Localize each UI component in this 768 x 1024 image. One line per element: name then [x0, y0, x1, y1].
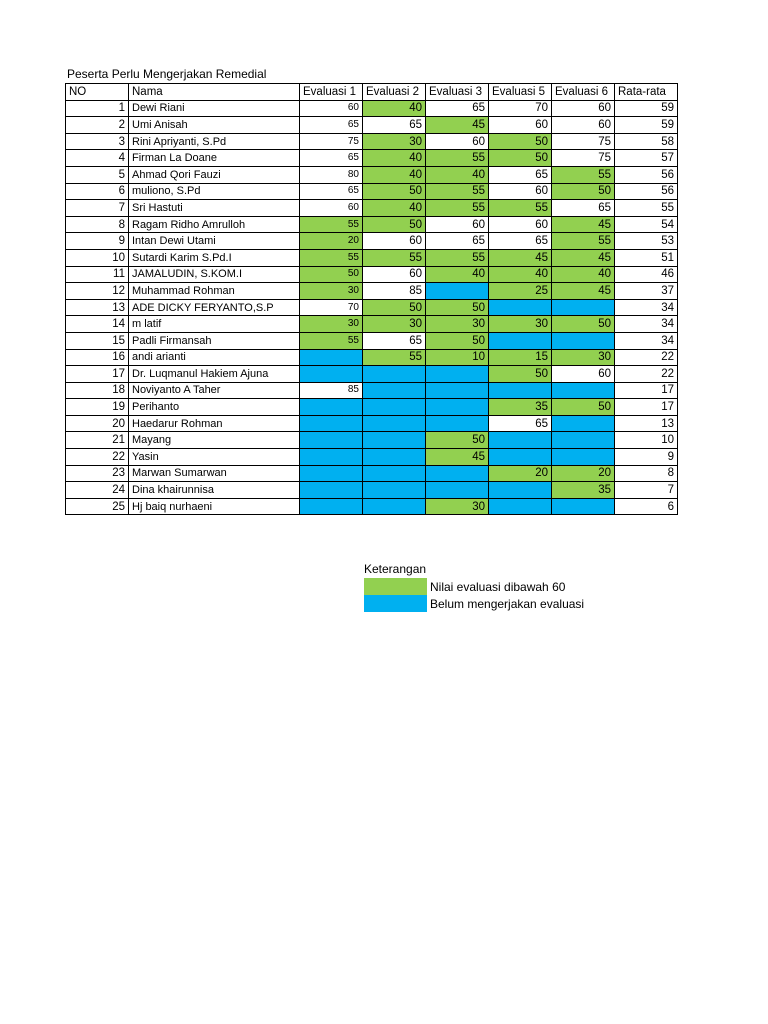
- table-row: [66, 299, 678, 316]
- cell-score[interactable]: 70: [300, 299, 363, 316]
- cell-score[interactable]: [426, 482, 489, 499]
- table-row: [66, 399, 678, 416]
- cell-name[interactable]: Ahmad Qori Fauzi: [129, 166, 300, 183]
- cell-no[interactable]: 12: [66, 283, 129, 300]
- header-no: NO: [66, 84, 129, 101]
- cell-score[interactable]: [363, 432, 426, 449]
- cell-name[interactable]: Mayang: [129, 432, 300, 449]
- table-row: [66, 349, 678, 366]
- cell-average[interactable]: 22: [615, 366, 678, 383]
- cell-score[interactable]: 30: [552, 349, 615, 366]
- cell-no[interactable]: 6: [66, 183, 129, 200]
- cell-score[interactable]: [489, 498, 552, 515]
- table-row: [66, 465, 678, 482]
- cell-score[interactable]: [552, 415, 615, 432]
- cell-score[interactable]: [363, 415, 426, 432]
- table-row: [66, 183, 678, 200]
- cell-score[interactable]: 45: [426, 117, 489, 134]
- cell-score[interactable]: 50: [300, 266, 363, 283]
- cell-no[interactable]: 15: [66, 332, 129, 349]
- cell-score[interactable]: [363, 449, 426, 466]
- cell-name[interactable]: Ragam Ridho Amrulloh: [129, 216, 300, 233]
- cell-average[interactable]: 51: [615, 249, 678, 266]
- cell-score[interactable]: 35: [552, 482, 615, 499]
- cell-score[interactable]: 40: [363, 166, 426, 183]
- table-row: [66, 332, 678, 349]
- cell-name[interactable]: Perihanto: [129, 399, 300, 416]
- cell-average[interactable]: 37: [615, 283, 678, 300]
- cell-score[interactable]: 60: [300, 200, 363, 217]
- cell-name[interactable]: Sutardi Karim S.Pd.I: [129, 249, 300, 266]
- header-evaluasi-6: Evaluasi 6: [552, 84, 615, 101]
- cell-no[interactable]: 3: [66, 133, 129, 150]
- cell-no[interactable]: 1: [66, 100, 129, 117]
- cell-score[interactable]: [363, 498, 426, 515]
- cell-score[interactable]: [300, 399, 363, 416]
- cell-score[interactable]: [489, 432, 552, 449]
- cell-score[interactable]: [363, 366, 426, 383]
- cell-score[interactable]: 65: [489, 166, 552, 183]
- cell-no[interactable]: 21: [66, 432, 129, 449]
- cell-average[interactable]: 17: [615, 382, 678, 399]
- cell-name[interactable]: Noviyanto A Taher: [129, 382, 300, 399]
- cell-score[interactable]: 55: [300, 216, 363, 233]
- cell-no[interactable]: 8: [66, 216, 129, 233]
- cell-score[interactable]: [552, 498, 615, 515]
- cell-score[interactable]: [426, 465, 489, 482]
- cell-score[interactable]: [426, 366, 489, 383]
- table-row: [66, 498, 678, 515]
- cell-score[interactable]: [489, 332, 552, 349]
- table-row: [66, 100, 678, 117]
- cell-score[interactable]: 20: [552, 465, 615, 482]
- cell-average[interactable]: 56: [615, 166, 678, 183]
- cell-no[interactable]: 16: [66, 349, 129, 366]
- cell-score[interactable]: 65: [363, 332, 426, 349]
- cell-average[interactable]: 34: [615, 332, 678, 349]
- cell-average[interactable]: 59: [615, 117, 678, 134]
- cell-average[interactable]: 56: [615, 183, 678, 200]
- table-row: [66, 266, 678, 283]
- sheet-title: Peserta Perlu Mengerjakan Remedial: [67, 67, 267, 81]
- cell-score[interactable]: 40: [426, 266, 489, 283]
- cell-name[interactable]: Muhammad Rohman: [129, 283, 300, 300]
- cell-score[interactable]: 40: [426, 166, 489, 183]
- table-row: [66, 366, 678, 383]
- table-row: [66, 233, 678, 250]
- cell-score[interactable]: 55: [426, 183, 489, 200]
- cell-no[interactable]: 9: [66, 233, 129, 250]
- table-row: [66, 449, 678, 466]
- table-row: [66, 216, 678, 233]
- cell-score[interactable]: 40: [363, 100, 426, 117]
- cell-score[interactable]: 60: [363, 266, 426, 283]
- cell-average[interactable]: 17: [615, 399, 678, 416]
- cell-name[interactable]: m latif: [129, 316, 300, 333]
- cell-score[interactable]: [426, 283, 489, 300]
- cell-no[interactable]: 18: [66, 382, 129, 399]
- cell-score[interactable]: 65: [426, 100, 489, 117]
- cell-score[interactable]: 25: [489, 283, 552, 300]
- cell-score[interactable]: 50: [363, 299, 426, 316]
- cell-average[interactable]: 22: [615, 349, 678, 366]
- cell-average[interactable]: 13: [615, 415, 678, 432]
- cell-name[interactable]: Intan Dewi Utami: [129, 233, 300, 250]
- cell-score[interactable]: 55: [363, 349, 426, 366]
- cell-no[interactable]: 19: [66, 399, 129, 416]
- cell-score[interactable]: 65: [300, 150, 363, 167]
- legend-swatch-blue: [364, 595, 427, 612]
- table-body: [66, 84, 678, 515]
- cell-name[interactable]: JAMALUDIN, S.KOM.I: [129, 266, 300, 283]
- cell-name[interactable]: Haedarur Rohman: [129, 415, 300, 432]
- cell-score[interactable]: 55: [426, 249, 489, 266]
- cell-average[interactable]: 8: [615, 465, 678, 482]
- cell-score[interactable]: 65: [489, 415, 552, 432]
- table-row: [66, 249, 678, 266]
- cell-no[interactable]: 14: [66, 316, 129, 333]
- cell-score[interactable]: 30: [426, 316, 489, 333]
- cell-score[interactable]: 60: [552, 117, 615, 134]
- cell-score[interactable]: 30: [300, 316, 363, 333]
- cell-score[interactable]: 10: [426, 349, 489, 366]
- table-row: [66, 316, 678, 333]
- table-row: [66, 133, 678, 150]
- cell-score[interactable]: 55: [300, 249, 363, 266]
- cell-average[interactable]: 10: [615, 432, 678, 449]
- cell-score[interactable]: [300, 432, 363, 449]
- header-evaluasi-2: Evaluasi 2: [363, 84, 426, 101]
- table-row: [66, 382, 678, 399]
- cell-no[interactable]: 5: [66, 166, 129, 183]
- cell-name[interactable]: Umi Anisah: [129, 117, 300, 134]
- cell-score[interactable]: 50: [426, 299, 489, 316]
- cell-score[interactable]: [552, 449, 615, 466]
- cell-score[interactable]: 65: [552, 200, 615, 217]
- cell-score[interactable]: 50: [489, 366, 552, 383]
- header-evaluasi-3: Evaluasi 3: [426, 84, 489, 101]
- cell-no[interactable]: 20: [66, 415, 129, 432]
- cell-score[interactable]: 50: [426, 332, 489, 349]
- cell-average[interactable]: 46: [615, 266, 678, 283]
- cell-no[interactable]: 11: [66, 266, 129, 283]
- table-row: [66, 415, 678, 432]
- cell-score[interactable]: [300, 449, 363, 466]
- cell-score[interactable]: [300, 349, 363, 366]
- cell-average[interactable]: 59: [615, 100, 678, 117]
- cell-score[interactable]: [426, 399, 489, 416]
- cell-score[interactable]: 50: [363, 216, 426, 233]
- cell-average[interactable]: 6: [615, 498, 678, 515]
- cell-no[interactable]: 17: [66, 366, 129, 383]
- cell-name[interactable]: ADE DICKY FERYANTO,S.P: [129, 299, 300, 316]
- cell-score[interactable]: 60: [426, 216, 489, 233]
- cell-score[interactable]: [363, 465, 426, 482]
- cell-score[interactable]: [300, 498, 363, 515]
- cell-score[interactable]: [489, 382, 552, 399]
- cell-score[interactable]: 20: [489, 465, 552, 482]
- cell-score[interactable]: 55: [426, 200, 489, 217]
- table-row: [66, 432, 678, 449]
- cell-average[interactable]: 34: [615, 316, 678, 333]
- cell-score[interactable]: 40: [363, 150, 426, 167]
- cell-score[interactable]: 80: [300, 166, 363, 183]
- cell-score[interactable]: 85: [363, 283, 426, 300]
- cell-score[interactable]: 60: [552, 100, 615, 117]
- cell-score[interactable]: [426, 415, 489, 432]
- cell-name[interactable]: Dina khairunnisa: [129, 482, 300, 499]
- legend-item-not-done: [364, 595, 584, 612]
- cell-score[interactable]: 45: [552, 249, 615, 266]
- cell-score[interactable]: 50: [552, 399, 615, 416]
- cell-name[interactable]: Yasin: [129, 449, 300, 466]
- cell-score[interactable]: [300, 415, 363, 432]
- legend-swatch-green: [364, 578, 427, 595]
- cell-average[interactable]: 57: [615, 150, 678, 167]
- cell-score[interactable]: 50: [552, 316, 615, 333]
- table-row: [66, 166, 678, 183]
- cell-no[interactable]: 7: [66, 200, 129, 217]
- cell-no[interactable]: 22: [66, 449, 129, 466]
- cell-score[interactable]: 55: [363, 249, 426, 266]
- cell-no[interactable]: 13: [66, 299, 129, 316]
- table-row: [66, 200, 678, 217]
- legend-label: Nilai evaluasi dibawah 60: [430, 579, 566, 594]
- cell-score[interactable]: 75: [552, 133, 615, 150]
- cell-no[interactable]: 23: [66, 465, 129, 482]
- cell-score[interactable]: [300, 366, 363, 383]
- cell-score[interactable]: 45: [426, 449, 489, 466]
- cell-score[interactable]: [363, 399, 426, 416]
- cell-score[interactable]: [363, 482, 426, 499]
- cell-score[interactable]: 75: [552, 150, 615, 167]
- cell-score[interactable]: [489, 449, 552, 466]
- header-evaluasi-5: Evaluasi 5: [489, 84, 552, 101]
- cell-name[interactable]: Padli Firmansah: [129, 332, 300, 349]
- cell-name[interactable]: Sri Hastuti: [129, 200, 300, 217]
- cell-score[interactable]: 40: [489, 266, 552, 283]
- cell-score[interactable]: 55: [489, 200, 552, 217]
- cell-name[interactable]: Firman La Doane: [129, 150, 300, 167]
- cell-score[interactable]: 40: [552, 266, 615, 283]
- cell-score[interactable]: 30: [300, 283, 363, 300]
- cell-name[interactable]: muliono, S.Pd: [129, 183, 300, 200]
- cell-score[interactable]: 65: [300, 117, 363, 134]
- cell-score[interactable]: 50: [489, 150, 552, 167]
- cell-no[interactable]: 10: [66, 249, 129, 266]
- cell-score[interactable]: [426, 382, 489, 399]
- cell-name[interactable]: andi arianti: [129, 349, 300, 366]
- cell-average[interactable]: 54: [615, 216, 678, 233]
- cell-score[interactable]: 75: [300, 133, 363, 150]
- legend-label: Belum mengerjakan evaluasi: [430, 596, 585, 611]
- cell-score[interactable]: 65: [300, 183, 363, 200]
- cell-no[interactable]: 4: [66, 150, 129, 167]
- legend-title: Keterangan: [364, 562, 427, 576]
- legend-item-below-60: [364, 578, 584, 595]
- header-rata-rata: Rata-rata: [615, 84, 678, 101]
- cell-score[interactable]: 45: [489, 249, 552, 266]
- cell-score[interactable]: 30: [363, 133, 426, 150]
- remedial-table: [65, 83, 678, 515]
- cell-no[interactable]: 2: [66, 117, 129, 134]
- table-row: [66, 482, 678, 499]
- cell-score[interactable]: 30: [489, 316, 552, 333]
- cell-score[interactable]: 60: [489, 216, 552, 233]
- cell-score[interactable]: 60: [426, 133, 489, 150]
- cell-score[interactable]: 55: [426, 150, 489, 167]
- cell-average[interactable]: 58: [615, 133, 678, 150]
- cell-score[interactable]: [552, 382, 615, 399]
- cell-score[interactable]: 30: [363, 316, 426, 333]
- cell-score[interactable]: [552, 299, 615, 316]
- cell-score[interactable]: [552, 332, 615, 349]
- cell-score[interactable]: 40: [363, 200, 426, 217]
- cell-average[interactable]: 9: [615, 449, 678, 466]
- cell-score[interactable]: 50: [489, 133, 552, 150]
- cell-name[interactable]: Marwan Sumarwan: [129, 465, 300, 482]
- table-row: [66, 150, 678, 167]
- cell-score[interactable]: [489, 482, 552, 499]
- cell-score[interactable]: 60: [363, 233, 426, 250]
- cell-score[interactable]: 55: [552, 233, 615, 250]
- cell-average[interactable]: 53: [615, 233, 678, 250]
- table-row: [66, 283, 678, 300]
- cell-score[interactable]: 70: [489, 100, 552, 117]
- cell-score[interactable]: 45: [552, 283, 615, 300]
- cell-score[interactable]: 55: [552, 166, 615, 183]
- cell-score[interactable]: [363, 382, 426, 399]
- cell-name[interactable]: Dr. Luqmanul Hakiem Ajuna: [129, 366, 300, 383]
- cell-score[interactable]: 15: [489, 349, 552, 366]
- cell-score[interactable]: 85: [300, 382, 363, 399]
- cell-average[interactable]: 55: [615, 200, 678, 217]
- cell-score[interactable]: 35: [489, 399, 552, 416]
- cell-score[interactable]: 50: [363, 183, 426, 200]
- cell-no[interactable]: 25: [66, 498, 129, 515]
- cell-score[interactable]: [300, 482, 363, 499]
- cell-score[interactable]: [489, 299, 552, 316]
- header-row: [66, 84, 678, 101]
- cell-score[interactable]: 20: [300, 233, 363, 250]
- cell-average[interactable]: 34: [615, 299, 678, 316]
- cell-score[interactable]: 30: [426, 498, 489, 515]
- cell-score[interactable]: 55: [300, 332, 363, 349]
- cell-score[interactable]: [300, 465, 363, 482]
- cell-no[interactable]: 24: [66, 482, 129, 499]
- cell-average[interactable]: 7: [615, 482, 678, 499]
- cell-name[interactable]: Rini Apriyanti, S.Pd: [129, 133, 300, 150]
- cell-score[interactable]: 60: [489, 183, 552, 200]
- cell-score[interactable]: 65: [489, 233, 552, 250]
- cell-score[interactable]: 65: [363, 117, 426, 134]
- cell-score[interactable]: 60: [489, 117, 552, 134]
- cell-score[interactable]: 60: [300, 100, 363, 117]
- cell-score[interactable]: 60: [552, 366, 615, 383]
- legend: [364, 562, 584, 612]
- cell-score[interactable]: 45: [552, 216, 615, 233]
- table-row: [66, 117, 678, 134]
- cell-name[interactable]: Hj baiq nurhaeni: [129, 498, 300, 515]
- cell-score[interactable]: 50: [552, 183, 615, 200]
- cell-name[interactable]: Dewi Riani: [129, 100, 300, 117]
- header-nama: Nama: [129, 84, 300, 101]
- header-evaluasi-1: Evaluasi 1: [300, 84, 363, 101]
- cell-score[interactable]: 50: [426, 432, 489, 449]
- cell-score[interactable]: 65: [426, 233, 489, 250]
- cell-score[interactable]: [552, 432, 615, 449]
